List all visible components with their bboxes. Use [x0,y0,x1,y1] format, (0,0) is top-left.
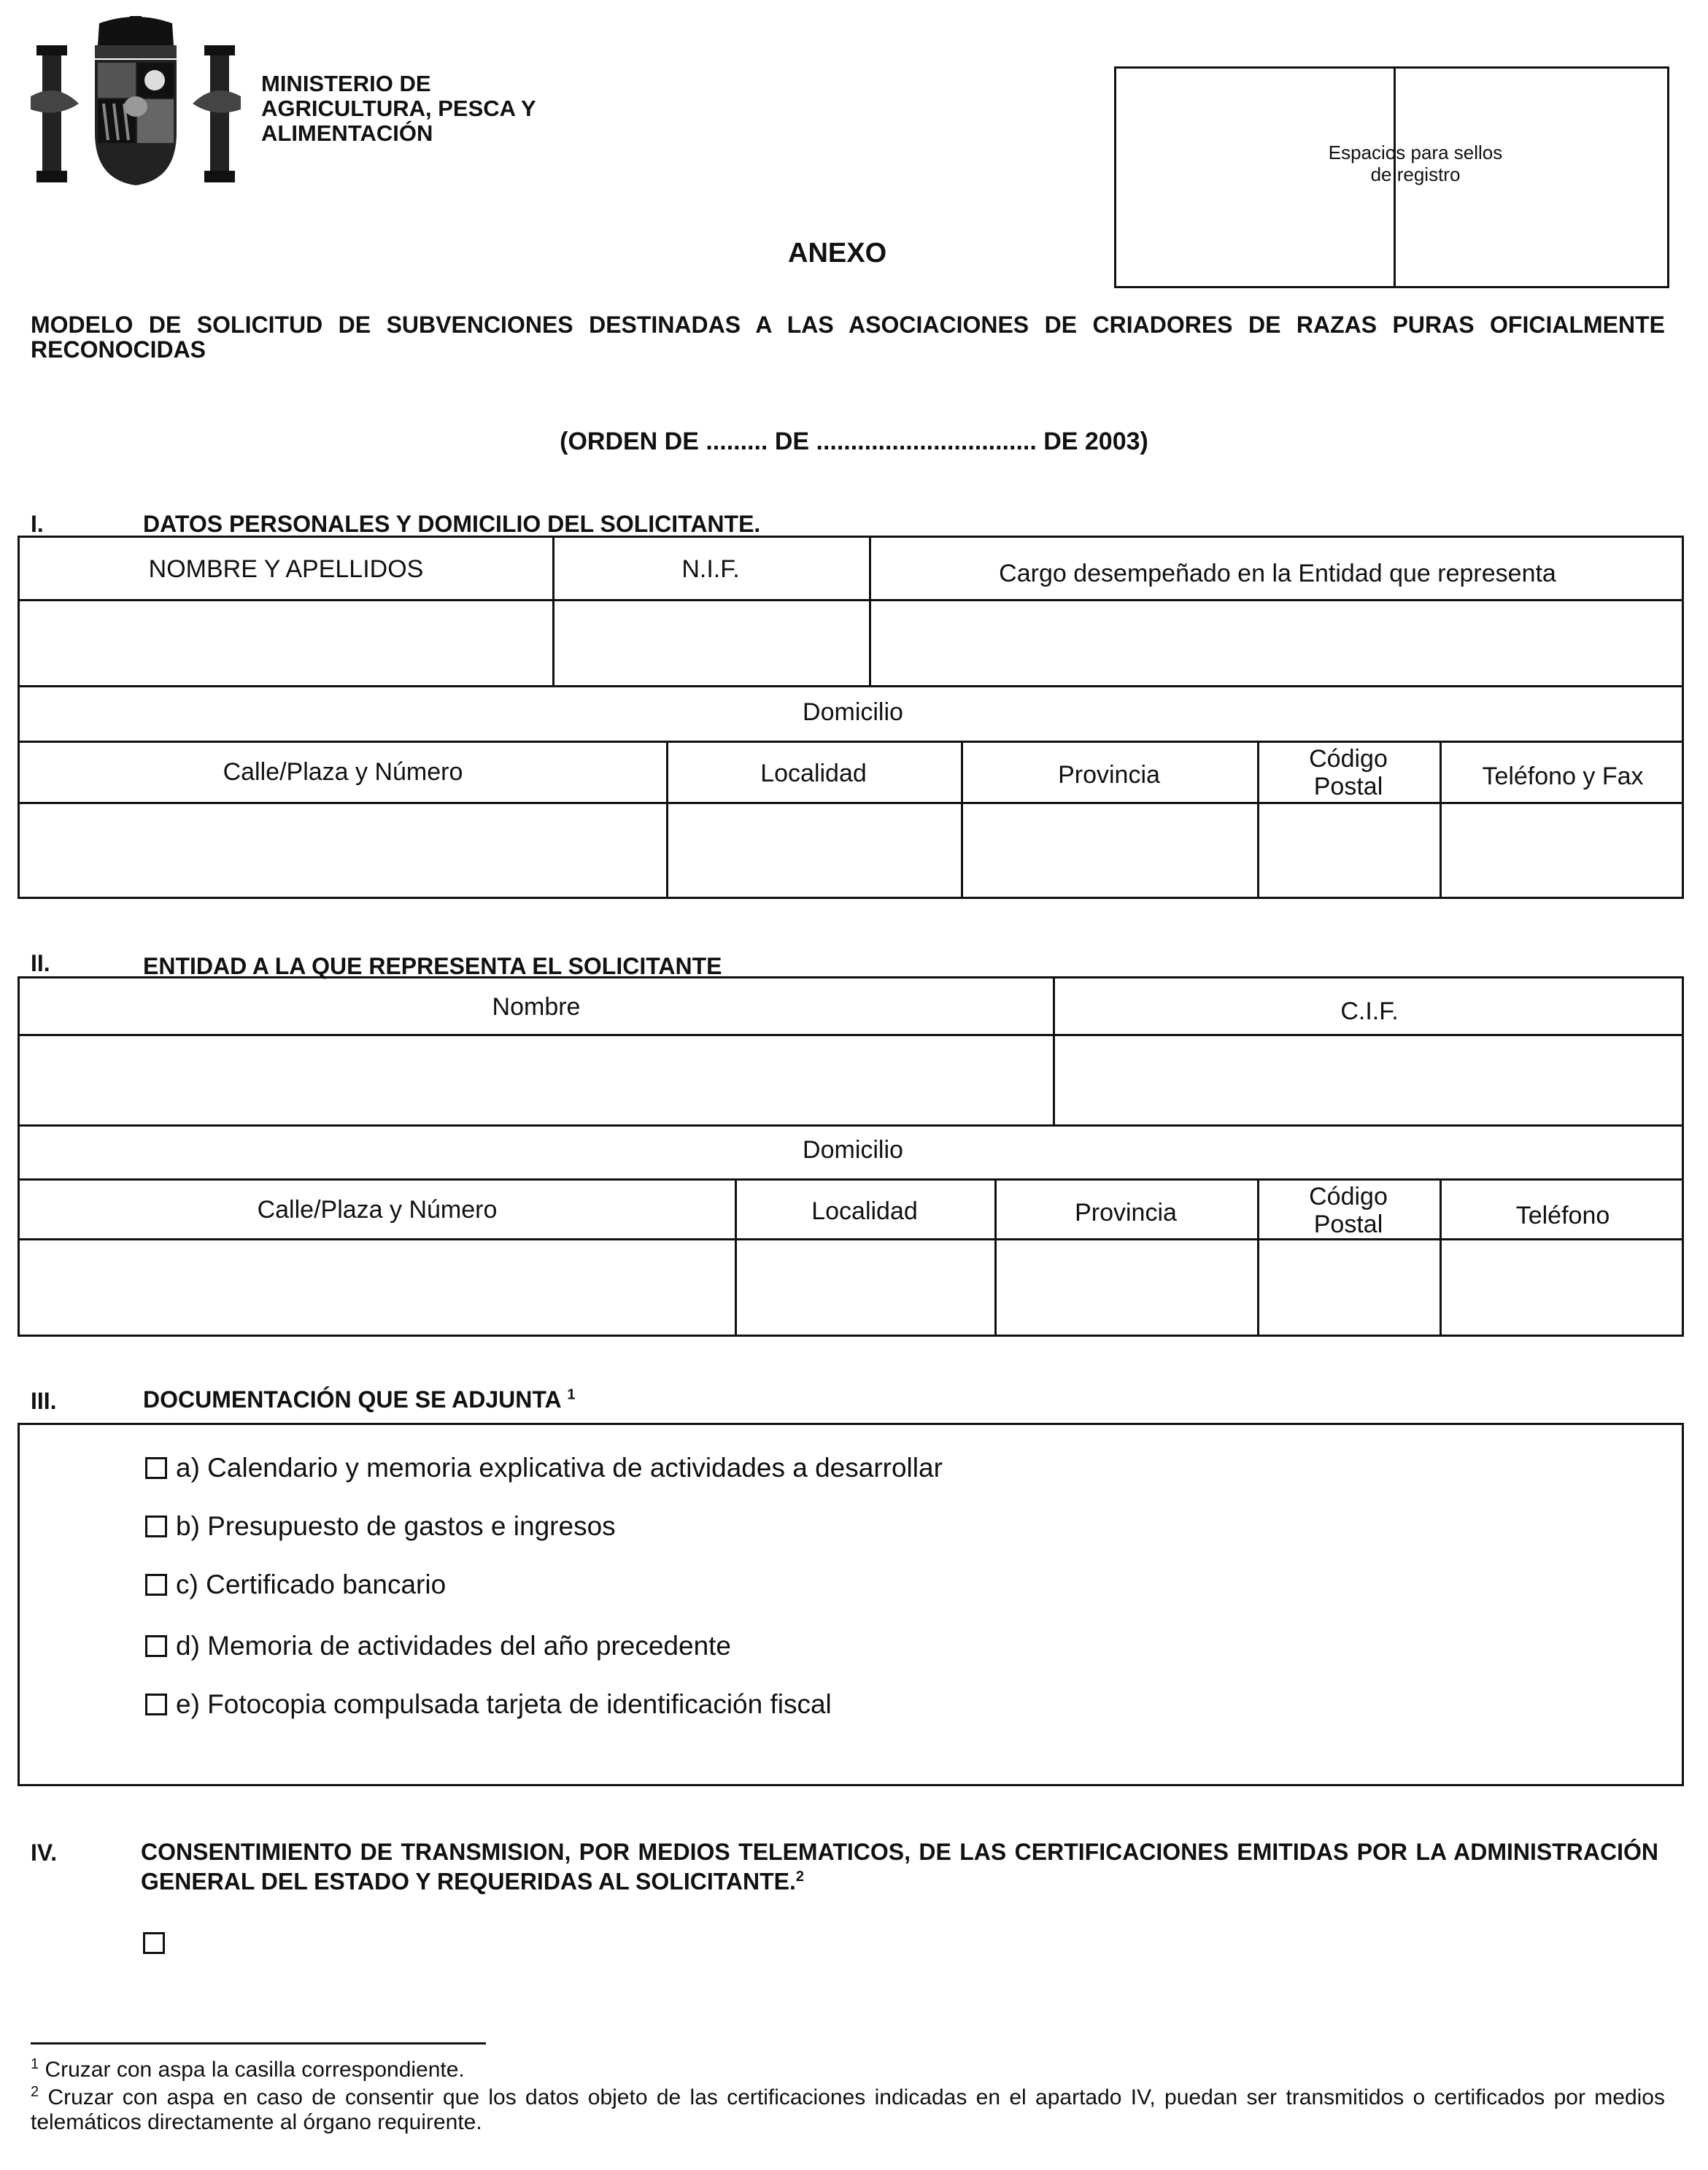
doc-item-a[interactable] [145,1453,943,1483]
footnote-ref-2: 2 [795,1869,805,1885]
registry-stamp-box [1114,66,1669,288]
footnote-1-number: 1 [31,2056,39,2072]
section-1-title: DATOS PERSONALES Y DOMICILIO DEL SOLICITANTE. [143,511,761,537]
order-reference: (ORDEN DE ......... DE ................................ DE 2003) [560,428,1148,455]
header-codigo-postal [1257,745,1440,800]
footnote-ref-1: 1 [567,1386,576,1403]
stamp-label-line-1: Espacios para sellos [1328,142,1503,163]
doc-item-label: e) Fotocopia compulsada tarjeta de identificación fiscal [176,1689,832,1719]
input-codigo-postal[interactable] [1257,1240,1440,1336]
footnote-2-text: Cruzar con aspa en caso de consentir que los datos objeto de las certificaciones indicadas en el apartado IV, puedan ser transmitidos o certificados por medios telemáticos directamente al órgano requirente. [31,2085,1665,2134]
input-cif[interactable] [1053,1035,1686,1123]
section-3-box [18,1423,1684,1786]
header-telefono-fax: Teléfono y Fax [1482,762,1644,790]
input-telefono-fax[interactable] [1440,803,1686,898]
ministry-line: ALIMENTACIÓN [261,120,433,146]
header-provincia: Provincia [1075,1199,1177,1227]
input-codigo-postal[interactable] [1257,803,1440,898]
section-4-title-text: CONSENTIMIENTO DE TRANSMISION, POR MEDIOS TELEMATICOS, DE LAS CERTIFICACIONES EMITIDAS POR LA ADMINISTRACIÓN GENERAL DEL ESTADO Y REQUERIDAS AL SOLICITANTE. [141,1839,1658,1895]
section-3-title [143,1386,575,1413]
stamp-label [1306,142,1525,185]
input-cargo[interactable] [869,601,1686,684]
page-title: ANEXO [788,238,887,269]
header-telefono: Teléfono [1515,1202,1610,1229]
input-calle[interactable] [20,803,666,898]
footnote-1-text: Cruzar con aspa la casilla correspondiente. [45,2058,465,2082]
footnote-2 [31,2080,1665,2135]
checkbox-icon[interactable] [145,1574,167,1596]
cp-line-2: Postal [1313,1211,1383,1238]
section-1-table [18,536,1684,899]
header-calle: Calle/Plaza y Número [223,758,463,786]
cp-line-1: Código [1309,745,1388,773]
header-nif: N.I.F. [681,555,740,583]
section-1-number: I. [31,511,44,537]
ministry-line: MINISTERIO DE [261,71,431,96]
header-provincia: Provincia [1058,761,1160,789]
doc-item-label: d) Memoria de actividades del año precedente [176,1631,732,1661]
ministry-name [261,72,536,146]
input-localidad[interactable] [666,803,961,898]
domicilio-label: Domicilio [803,1136,903,1164]
checkbox-icon[interactable] [145,1635,167,1657]
input-entidad-nombre[interactable] [20,1035,1053,1123]
header-localidad: Localidad [760,760,867,787]
coat-of-arms-logo [28,16,244,188]
doc-item-b[interactable] [145,1511,616,1542]
header-entidad-nombre: Nombre [492,993,581,1021]
header-nombre-apellidos: NOMBRE Y APELLIDOS [148,555,424,583]
input-nif[interactable] [552,601,869,684]
header-localidad: Localidad [811,1197,918,1225]
footnote-separator [31,2042,486,2044]
footnote-2-number: 2 [31,2084,39,2100]
section-2-table [18,976,1684,1337]
section-3-title-text: DOCUMENTACIÓN QUE SE ADJUNTA [143,1386,561,1413]
form-subtitle: MODELO DE SOLICITUD DE SUBVENCIONES DESTINADAS A LAS ASOCIACIONES DE CRIADORES DE RAZAS PURAS OFICIALMENTE RECONOCIDAS [31,312,1665,363]
section-4-title [141,1839,1658,1894]
input-telefono[interactable] [1440,1240,1686,1336]
ministry-line: AGRICULTURA, PESCA Y [261,96,536,121]
section-3-number: III. [31,1388,57,1414]
checkbox-icon[interactable] [145,1515,167,1537]
doc-item-c[interactable] [145,1569,446,1600]
checkbox-icon[interactable] [145,1694,167,1715]
header-cif: C.I.F. [1340,997,1399,1025]
section-2-number: II. [31,950,50,976]
cp-line-2: Postal [1313,773,1383,800]
cp-line-1: Código [1309,1183,1388,1211]
input-nombre-apellidos[interactable] [20,601,552,684]
doc-item-label: b) Presupuesto de gastos e ingresos [176,1511,616,1541]
input-provincia[interactable] [961,803,1257,898]
doc-item-d[interactable] [145,1631,731,1661]
header-calle: Calle/Plaza y Número [257,1196,498,1224]
domicilio-label: Domicilio [803,698,903,726]
input-localidad[interactable] [735,1240,994,1336]
doc-item-label: a) Calendario y memoria explicativa de actividades a desarrollar [176,1453,943,1483]
section-2-title: ENTIDAD A LA QUE REPRESENTA EL SOLICITANTE [143,953,722,979]
header-cargo: Cargo desempeñado en la Entidad que representa [999,560,1556,587]
consent-checkbox[interactable] [143,1932,165,1954]
footnote-1 [31,2052,1665,2082]
doc-item-label: c) Certificado bancario [176,1569,447,1599]
doc-item-e[interactable] [145,1689,832,1720]
stamp-label-line-2: de registro [1370,163,1461,185]
input-provincia[interactable] [994,1240,1257,1336]
header-codigo-postal [1257,1183,1440,1238]
input-calle[interactable] [20,1240,735,1336]
checkbox-icon[interactable] [145,1457,167,1479]
section-4-number: IV. [31,1839,58,1866]
